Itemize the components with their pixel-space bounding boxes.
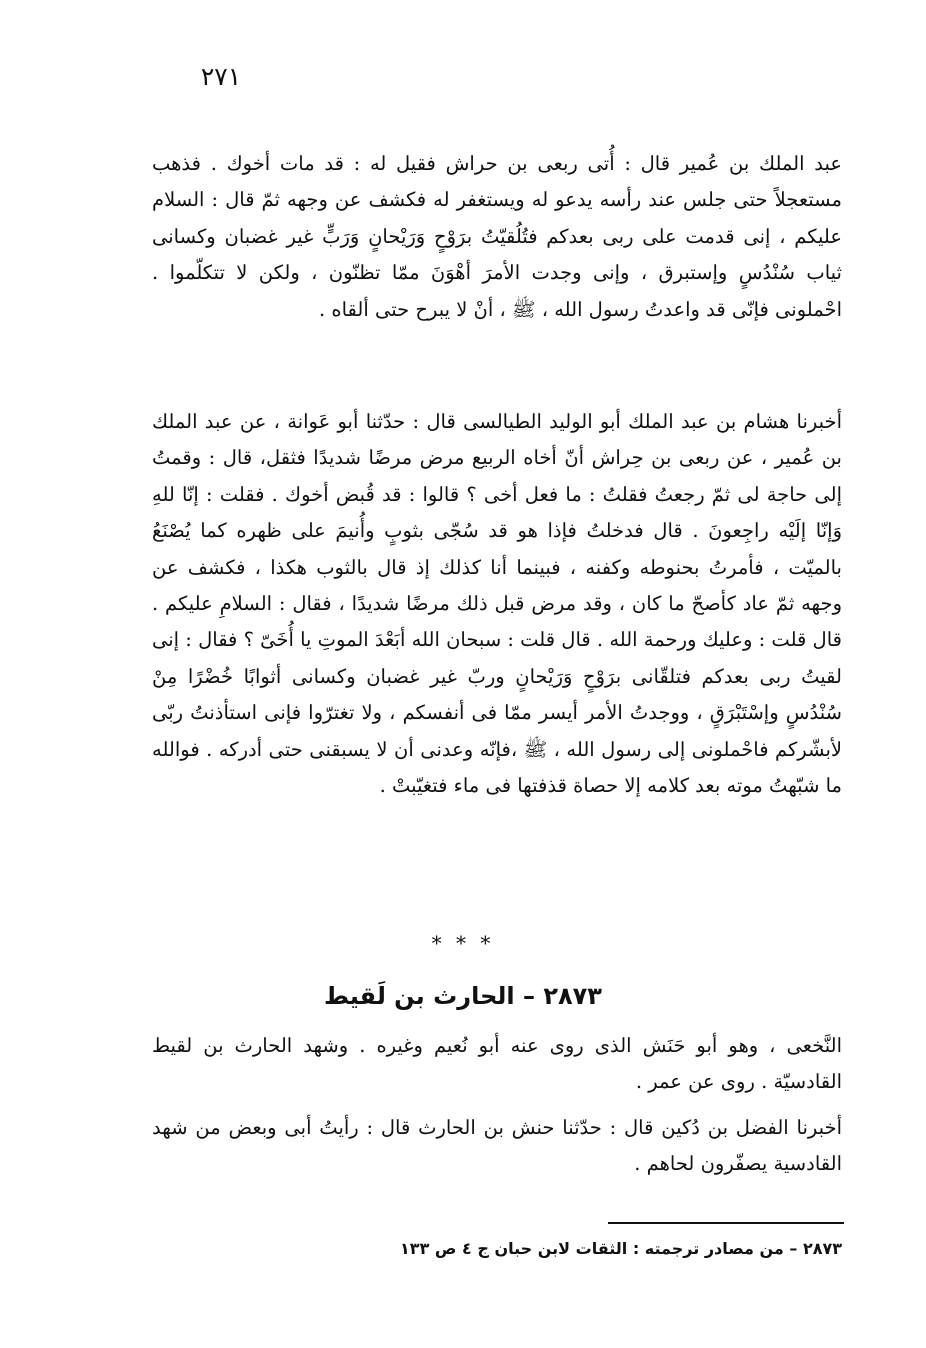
page-number: ٢٧١ xyxy=(200,62,242,91)
section-separator: * * * xyxy=(431,931,495,955)
footnote-divider xyxy=(608,1222,844,1224)
paragraph-rabi-bin-hirash-1: عبد الملك بن عُمير قال : أُتى ربعى بن حراش فقيل له : قد مات أخوك . فذهب مستعجلاً حتى جلس عند رأسه يدعو له ويستغفر له فكشف عن وجهه ثمّ قال : السلام عليكم ، إنى قدمت على ربى بعدكم فتُلُقيّتُ برَوْحٍ وَرَيْحانٍ وَرَبٍّ غير غضبان وكسانى ثياب سُنْدُسٍ وإستبرق ، وإنى وجدت الأمرَ أهْوَنَ ممّا تظنّون ، ولكن لا تتكلّموا . احْملونى فإنّى قد واعدتُ رسول الله ، ﷺ ، أنْ لا يبرح حتى ألقاه . xyxy=(152,152,842,321)
paragraph-harith-intro: النَّخعى ، وهو أبو حَنَش الذى روى عنه أبو نُعيم وغيره . وشهد الحارث بن لقيط القادسيّة . روى عن عمر . xyxy=(152,1034,842,1094)
paragraph-rabi-bin-hirash-2: أخبرنا هشام بن عبد الملك أبو الوليد الطيالسى قال : حدّثنا أبو عَوانة ، عن عبد الملك بن عُمير ، عن ربعى بن حِراش أنّ أخاه الربيع مرض مرضًا شديدًا فثقل، قال : وقمتُ إلى حاجة لى ثمّ رجعتُ فقلتُ : ما فعل أخى ؟ قالوا : قد قُبض أخوك . فقلت : إنّا للهِ وَإنّا إلَيْه راجِعونَ . قال فدخلتُ فإذا هو قد سُجّى بثوبٍ وأُنيمَ على ظهره كما يُصْنَعُ بالميّت ، فأمرتُ بحنوطه وكفنه ، فبينما أنا كذلك إذ قال بالثوب هكذا ، فكشف عن وجهه ثمّ عاد كأصحّ ما كان ، وقد مرض قبل ذلك مرضًا شديدًا ، فقال : السلامِ عليكم . قال قلت : وعليك ورحمة الله . قال قلت : سبحان الله أبَعْدَ الموتِ يا أُخَىّ ؟ فقال : إنى لقيتُ ربى بعدكم فتلقّانى برَوْحٍ وَرَيْحانٍ وربّ غير غضبان وكسانى أثوابًا خُضْرًا مِنْ سُنْدُسٍ وإسْتَبْرَقٍ ، ووجدتُ الأمر أيسر ممّا فى أنفسكم ، ولا تغترّوا فإنى استأذنتُ ربّى لأبشّركم فاحْملونى إلى رسول الله ، ﷺ ،فإنّه وعدنى أن لا يسبقنى حتى أدركه . فوالله ما شبّهتُ موته بعد كلامه إلا حصاة قذفتها فى ماء فتغيّبتْ . xyxy=(152,410,842,798)
entry-title: ٢٨٧٣ – الحارث بن لَقيط xyxy=(324,982,602,1010)
paragraph-harith-report: أخبرنا الفضل بن دُكين قال : حدّثنا حنش بن الحارث قال : رأيتُ أبى وبعض من شهد القادسية يصفّرون لحاهم . xyxy=(152,1116,842,1176)
footnote: ٢٨٧٣ – من مصادر ترجمته : الثقات لابن حبان ج ٤ ص ١٣٣ xyxy=(400,1239,842,1258)
